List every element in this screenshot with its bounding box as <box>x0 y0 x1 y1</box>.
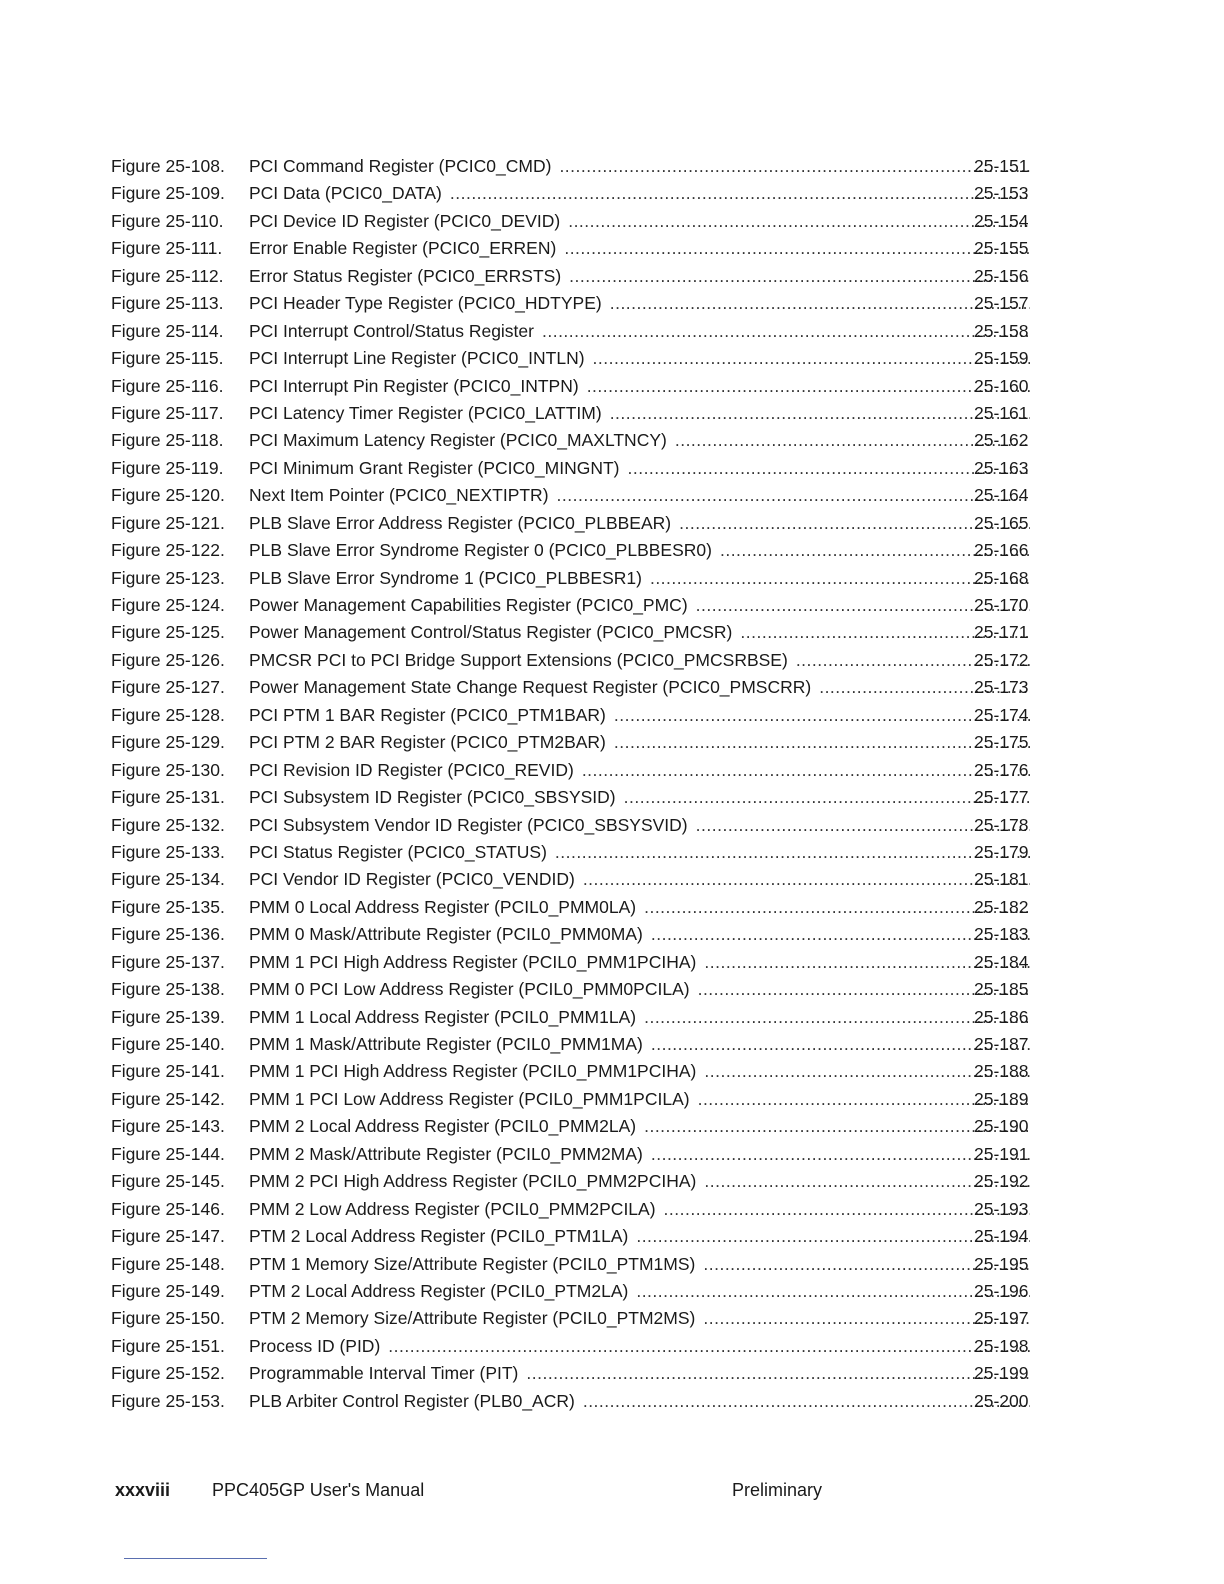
figure-entry <box>249 1196 1034 1223</box>
figure-number: Figure 25-135. <box>111 896 225 917</box>
page-reference: 25-199 <box>974 1363 1029 1384</box>
figure-title: PCI Vendor ID Register (PCIC0_VENDID) <box>249 869 575 890</box>
toc-row[interactable] <box>0 373 1224 400</box>
figure-number: Figure 25-141. <box>111 1061 225 1082</box>
dot-leader <box>593 345 1030 372</box>
figure-entry <box>249 235 1034 262</box>
figure-number: Figure 25-140. <box>111 1034 225 1054</box>
page-reference: 25-153 <box>974 183 1029 204</box>
toc-row[interactable] <box>0 537 1224 564</box>
figure-number: Figure 25-143. <box>111 1116 225 1137</box>
figure-title: PLB Arbiter Control Register (PLB0_ACR) <box>249 1390 575 1411</box>
figure-number: Figure 25-109. <box>111 183 225 204</box>
toc-row[interactable] <box>0 1305 1224 1332</box>
dot-leader <box>650 565 1030 592</box>
dot-leader <box>557 482 1030 509</box>
figure-entry <box>249 757 1034 784</box>
page-reference: 25-173 <box>974 677 1029 698</box>
figure-number: Figure 25-113. <box>111 293 224 314</box>
figure-number: Figure 25-117. <box>111 402 224 423</box>
figure-number: Figure 25-110. <box>111 210 224 231</box>
figure-number: Figure 25-147. <box>111 1226 225 1247</box>
figure-number: Figure 25-127. <box>111 677 225 698</box>
figure-entry <box>249 427 1034 454</box>
figure-entry <box>249 921 1034 948</box>
figure-title: PTM 2 Memory Size/Attribute Register (PCIL0_PTM2MS) <box>249 1308 696 1329</box>
toc-row[interactable] <box>0 290 1224 317</box>
figure-title: PLB Slave Error Syndrome 1 (PCIC0_PLBBESR1) <box>249 567 642 588</box>
figure-title: PMCSR PCI to PCI Bridge Support Extensions (PCIC0_PMCSRBSE) <box>249 649 788 670</box>
page-reference: 25-174 <box>974 704 1029 725</box>
toc-row[interactable] <box>0 1113 1224 1140</box>
toc-row[interactable] <box>0 894 1224 921</box>
toc-row[interactable] <box>0 784 1224 811</box>
figure-number: Figure 25-146. <box>111 1198 225 1219</box>
page-reference: 25-187 <box>974 1034 1029 1054</box>
figure-entry <box>249 1388 1034 1415</box>
figure-entry <box>249 592 1034 619</box>
figure-entry <box>249 784 1034 811</box>
page-reference: 25-182 <box>974 896 1029 917</box>
figure-title: PTM 1 Memory Size/Attribute Register (PCIL0_PTM1MS) <box>249 1253 696 1274</box>
dot-leader <box>636 1223 1030 1250</box>
figure-title: Error Status Register (PCIC0_ERRSTS) <box>249 265 562 286</box>
page-footer <box>0 1480 1224 1508</box>
figure-title: PLB Slave Error Address Register (PCIC0_PLBBEAR) <box>249 512 672 533</box>
figure-entry <box>249 455 1034 482</box>
page-reference: 25-158 <box>974 320 1029 341</box>
page-reference: 25-198 <box>974 1335 1029 1356</box>
figure-number: Figure 25-148. <box>111 1253 225 1274</box>
toc-row[interactable] <box>0 757 1224 784</box>
figure-number: Figure 25-118. <box>111 430 224 451</box>
toc-row[interactable] <box>0 565 1224 592</box>
figure-entry <box>249 290 1034 317</box>
figure-title: PCI Subsystem Vendor ID Register (PCIC0_SBSYSVID) <box>249 814 688 835</box>
dot-leader <box>583 1388 1030 1415</box>
dot-leader <box>555 839 1030 866</box>
figure-entry <box>249 153 1034 180</box>
dot-leader <box>614 702 1030 729</box>
figure-entry <box>249 839 1034 866</box>
figure-title: Programmable Interval Timer (PIT) <box>249 1363 519 1384</box>
dot-leader <box>564 235 1030 262</box>
toc-row[interactable] <box>0 318 1224 345</box>
dot-leader <box>610 290 1030 317</box>
figure-number: Figure 25-131. <box>111 787 225 808</box>
figure-title: PMM 2 Local Address Register (PCIL0_PMM2LA) <box>249 1116 637 1137</box>
footer-manual-title: PPC405GP User's Manual <box>212 1480 425 1500</box>
figure-title: PTM 2 Local Address Register (PCIL0_PTM2LA) <box>249 1280 629 1301</box>
page-reference: 25-163 <box>974 457 1029 478</box>
page-reference: 25-195 <box>974 1253 1029 1274</box>
page-reference: 25-154 <box>974 210 1029 231</box>
figure-number: Figure 25-111. <box>111 238 223 259</box>
figure-title: Power Management Capabilities Register (PCIC0_PMC) <box>249 595 688 615</box>
dot-leader <box>636 1278 1030 1305</box>
page-reference: 25-175 <box>974 732 1029 753</box>
toc-row[interactable] <box>0 1086 1224 1113</box>
dot-leader <box>582 757 1030 784</box>
figure-number: Figure 25-108. <box>111 156 225 176</box>
figure-entry <box>249 1141 1034 1168</box>
toc-row[interactable] <box>0 1333 1224 1360</box>
toc-row[interactable] <box>0 345 1224 372</box>
figure-entry <box>249 180 1034 207</box>
page-reference: 25-165 <box>974 512 1029 533</box>
dot-leader <box>583 866 1030 893</box>
figure-number: Figure 25-149. <box>111 1280 225 1301</box>
figure-title: PMM 0 PCI Low Address Register (PCIL0_PMM0PCILA) <box>249 979 690 1000</box>
dot-leader <box>542 318 1030 345</box>
toc-row[interactable] <box>0 921 1224 948</box>
toc-row[interactable] <box>0 1168 1224 1195</box>
toc-row[interactable] <box>0 1141 1224 1168</box>
figure-title: PTM 2 Local Address Register (PCIL0_PTM1LA) <box>249 1226 629 1247</box>
toc-row[interactable] <box>0 1388 1224 1415</box>
toc-row[interactable] <box>0 427 1224 454</box>
toc-row[interactable] <box>0 592 1224 619</box>
figure-number: Figure 25-152. <box>111 1363 225 1384</box>
figure-number: Figure 25-126. <box>111 649 225 670</box>
figure-entry <box>249 1333 1034 1360</box>
dot-leader <box>388 1333 1030 1360</box>
toc-row[interactable] <box>0 1004 1224 1031</box>
figure-entry <box>249 373 1034 400</box>
figure-title: Process ID (PID) <box>249 1335 381 1356</box>
figure-title: PMM 2 Low Address Register (PCIL0_PMM2PCILA) <box>249 1198 656 1219</box>
page-reference: 25-177 <box>974 787 1029 808</box>
figure-number: Figure 25-151. <box>111 1335 225 1356</box>
dot-leader <box>526 1360 1030 1387</box>
figure-entry <box>249 482 1034 509</box>
figure-title: PCI Interrupt Pin Register (PCIC0_INTPN) <box>249 375 579 396</box>
page-reference: 25-194 <box>974 1226 1029 1247</box>
table-of-figures <box>0 153 1224 1415</box>
figure-entry <box>249 674 1034 701</box>
toc-row[interactable] <box>0 976 1224 1003</box>
page-reference: 25-172 <box>974 649 1029 670</box>
toc-row[interactable] <box>0 1360 1224 1387</box>
figure-title: PCI Status Register (PCIC0_STATUS) <box>249 841 547 862</box>
figure-title: PCI Device ID Register (PCIC0_DEVID) <box>249 210 561 231</box>
figure-entry <box>249 208 1034 235</box>
figure-entry <box>249 1305 1034 1332</box>
dot-leader <box>644 1004 1030 1031</box>
figure-title: PCI Maximum Latency Register (PCIC0_MAXLTNCY) <box>249 430 667 451</box>
page-reference: 25-170 <box>974 595 1029 615</box>
figure-entry <box>249 1086 1034 1113</box>
figure-title: Power Management State Change Request Register (PCIC0_PMSCRR) <box>249 677 812 698</box>
figure-number: Figure 25-128. <box>111 704 225 725</box>
toc-row[interactable] <box>0 263 1224 290</box>
figure-number: Figure 25-134. <box>111 869 225 890</box>
figure-number: Figure 25-153. <box>111 1390 225 1411</box>
dot-leader <box>450 180 1030 207</box>
toc-row[interactable] <box>0 153 1224 180</box>
figure-number: Figure 25-112. <box>111 265 224 286</box>
figure-entry <box>249 949 1034 976</box>
page-reference: 25-193 <box>974 1198 1029 1219</box>
figure-number: Figure 25-114. <box>111 320 224 341</box>
dot-leader <box>644 1113 1030 1140</box>
figure-title: PCI PTM 1 BAR Register (PCIC0_PTM1BAR) <box>249 704 606 725</box>
footer-page-number: xxxviii <box>115 1480 171 1500</box>
toc-row[interactable] <box>0 702 1224 729</box>
page-reference: 25-179 <box>974 841 1029 862</box>
dot-leader <box>627 455 1030 482</box>
page-reference: 25-160 <box>974 375 1029 396</box>
figure-title: PCI Subsystem ID Register (PCIC0_SBSYSID) <box>249 787 616 808</box>
figure-title: PCI Interrupt Line Register (PCIC0_INTLN) <box>249 348 585 369</box>
figure-entry <box>249 1004 1034 1031</box>
page-reference: 25-197 <box>974 1308 1029 1329</box>
page-reference: 25-176 <box>974 759 1029 780</box>
toc-row[interactable] <box>0 482 1224 509</box>
figure-title: PCI Header Type Register (PCIC0_HDTYPE) <box>249 293 602 314</box>
page-reference: 25-159 <box>974 348 1029 369</box>
dot-leader <box>644 894 1030 921</box>
page-reference: 25-157 <box>974 293 1029 314</box>
figure-number: Figure 25-124. <box>111 595 225 615</box>
figure-number: Figure 25-129. <box>111 732 225 753</box>
figure-entry <box>249 565 1034 592</box>
figure-number: Figure 25-145. <box>111 1171 225 1192</box>
figure-title: PCI Data (PCIC0_DATA) <box>249 183 442 204</box>
figure-title: PCI Interrupt Control/Status Register <box>249 320 534 341</box>
figure-title: PCI Latency Timer Register (PCIC0_LATTIM) <box>249 402 602 423</box>
toc-row[interactable] <box>0 1251 1224 1278</box>
page-reference: 25-166 <box>974 540 1029 561</box>
page-reference: 25-162 <box>974 430 1029 451</box>
toc-row[interactable] <box>0 1196 1224 1223</box>
toc-row[interactable] <box>0 1058 1224 1085</box>
figure-title: PMM 1 Local Address Register (PCIL0_PMM1LA) <box>249 1006 637 1027</box>
toc-row[interactable] <box>0 1031 1224 1058</box>
footer-status: Preliminary <box>732 1480 823 1500</box>
toc-row[interactable] <box>0 510 1224 537</box>
dot-leader <box>610 400 1030 427</box>
figure-number: Figure 25-144. <box>111 1143 225 1164</box>
page-reference: 25-181 <box>974 869 1029 890</box>
page-reference: 25-185 <box>974 979 1029 1000</box>
figure-entry <box>249 894 1034 921</box>
page-reference: 25-155 <box>974 238 1029 259</box>
bottom-rule <box>124 1558 267 1559</box>
page-reference: 25-184 <box>974 951 1029 972</box>
figure-number: Figure 25-122. <box>111 540 225 561</box>
page-reference: 25-168 <box>974 567 1029 588</box>
figure-number: Figure 25-121. <box>111 512 225 533</box>
dot-leader <box>624 784 1030 811</box>
dot-leader <box>568 208 1030 235</box>
figure-entry <box>249 345 1034 372</box>
figure-number: Figure 25-136. <box>111 924 225 945</box>
page-reference: 25-191 <box>974 1143 1029 1164</box>
dot-leader <box>559 153 1030 180</box>
dot-leader <box>614 729 1030 756</box>
page-reference: 25-186 <box>974 1006 1029 1027</box>
figure-number: Figure 25-120. <box>111 485 225 506</box>
toc-row[interactable] <box>0 949 1224 976</box>
toc-row[interactable] <box>0 619 1224 646</box>
figure-number: Figure 25-137. <box>111 951 225 972</box>
figure-title: PCI Minimum Grant Register (PCIC0_MINGNT) <box>249 457 620 478</box>
figure-number: Figure 25-130. <box>111 759 225 780</box>
figure-entry <box>249 1278 1034 1305</box>
page-reference: 25-161 <box>974 402 1029 423</box>
figure-entry <box>249 1223 1034 1250</box>
page-reference: 25-192 <box>974 1171 1029 1192</box>
toc-row[interactable] <box>0 208 1224 235</box>
figure-number: Figure 25-133. <box>111 841 225 862</box>
figure-entry <box>249 1251 1034 1278</box>
page-reference: 25-183 <box>974 924 1029 945</box>
toc-row[interactable] <box>0 400 1224 427</box>
figure-entry <box>249 866 1034 893</box>
figure-title: PMM 0 Local Address Register (PCIL0_PMM0LA) <box>249 896 637 917</box>
figure-entry <box>249 647 1034 674</box>
toc-row[interactable] <box>0 812 1224 839</box>
figure-title: PMM 2 PCI High Address Register (PCIL0_PMM2PCIHA) <box>249 1171 697 1192</box>
figure-number: Figure 25-115. <box>111 348 224 369</box>
figure-title: PMM 1 PCI Low Address Register (PCIL0_PMM1PCILA) <box>249 1088 690 1109</box>
toc-row[interactable] <box>0 674 1224 701</box>
page-reference: 25-178 <box>974 814 1029 835</box>
figure-title: PLB Slave Error Syndrome Register 0 (PCIC0_PLBBESR0) <box>249 540 712 561</box>
page-reference: 25-156 <box>974 265 1029 286</box>
figure-number: Figure 25-138. <box>111 979 225 1000</box>
figure-number: Figure 25-116. <box>111 375 224 396</box>
figure-entry <box>249 729 1034 756</box>
figure-number: Figure 25-139. <box>111 1006 225 1027</box>
figure-entry <box>249 1168 1034 1195</box>
toc-row[interactable] <box>0 866 1224 893</box>
figure-title: PMM 2 Mask/Attribute Register (PCIL0_PMM2MA) <box>249 1143 643 1164</box>
figure-title: PCI PTM 2 BAR Register (PCIC0_PTM2BAR) <box>249 732 606 753</box>
figure-title: PMM 1 PCI High Address Register (PCIL0_PMM1PCIHA) <box>249 1061 697 1082</box>
figure-number: Figure 25-125. <box>111 622 225 643</box>
toc-row[interactable] <box>0 455 1224 482</box>
figure-title: PMM 1 Mask/Attribute Register (PCIL0_PMM1MA) <box>249 1034 643 1054</box>
toc-row[interactable] <box>0 235 1224 262</box>
figure-title: PCI Command Register (PCIC0_CMD) <box>249 156 552 176</box>
figure-title: Power Management Control/Status Register (PCIC0_PMCSR) <box>249 622 733 643</box>
figure-number: Figure 25-150. <box>111 1308 225 1329</box>
page-reference: 25-190 <box>974 1116 1029 1137</box>
page-reference: 25-164 <box>974 485 1029 506</box>
figure-entry <box>249 702 1034 729</box>
figure-title: Error Enable Register (PCIC0_ERREN) <box>249 238 557 259</box>
page-reference: 25-200 <box>974 1390 1029 1411</box>
toc-row[interactable] <box>0 1278 1224 1305</box>
figure-number: Figure 25-142. <box>111 1088 225 1109</box>
figure-entry <box>249 976 1034 1003</box>
figure-entry <box>249 619 1034 646</box>
figure-entry <box>249 318 1034 345</box>
page-reference: 25-188 <box>974 1061 1029 1082</box>
figure-number: Figure 25-132. <box>111 814 225 835</box>
page-reference: 25-171 <box>974 622 1029 643</box>
figure-number: Figure 25-119. <box>111 457 224 478</box>
figure-entry <box>249 263 1034 290</box>
page-reference: 25-189 <box>974 1088 1029 1109</box>
figure-entry <box>249 537 1034 564</box>
page-reference: 25-196 <box>974 1280 1029 1301</box>
figure-title: PMM 1 PCI High Address Register (PCIL0_PMM1PCIHA) <box>249 951 697 972</box>
figure-entry <box>249 1360 1034 1387</box>
figure-number: Figure 25-123. <box>111 567 225 588</box>
figure-entry <box>249 400 1034 427</box>
figure-entry <box>249 812 1034 839</box>
figure-title: PCI Revision ID Register (PCIC0_REVID) <box>249 759 574 780</box>
figure-title: Next Item Pointer (PCIC0_NEXTIPTR) <box>249 485 549 506</box>
figure-title: PMM 0 Mask/Attribute Register (PCIL0_PMM0MA) <box>249 924 643 945</box>
toc-row[interactable] <box>0 647 1224 674</box>
figure-entry <box>249 1113 1034 1140</box>
figure-entry <box>249 1058 1034 1085</box>
toc-row[interactable] <box>0 729 1224 756</box>
toc-row[interactable] <box>0 180 1224 207</box>
figure-entry <box>249 510 1034 537</box>
toc-row[interactable] <box>0 1223 1224 1250</box>
dot-leader <box>587 373 1030 400</box>
page-reference: 25-151 <box>974 156 1029 176</box>
figure-entry <box>249 1031 1034 1058</box>
dot-leader <box>569 263 1030 290</box>
toc-row[interactable] <box>0 839 1224 866</box>
